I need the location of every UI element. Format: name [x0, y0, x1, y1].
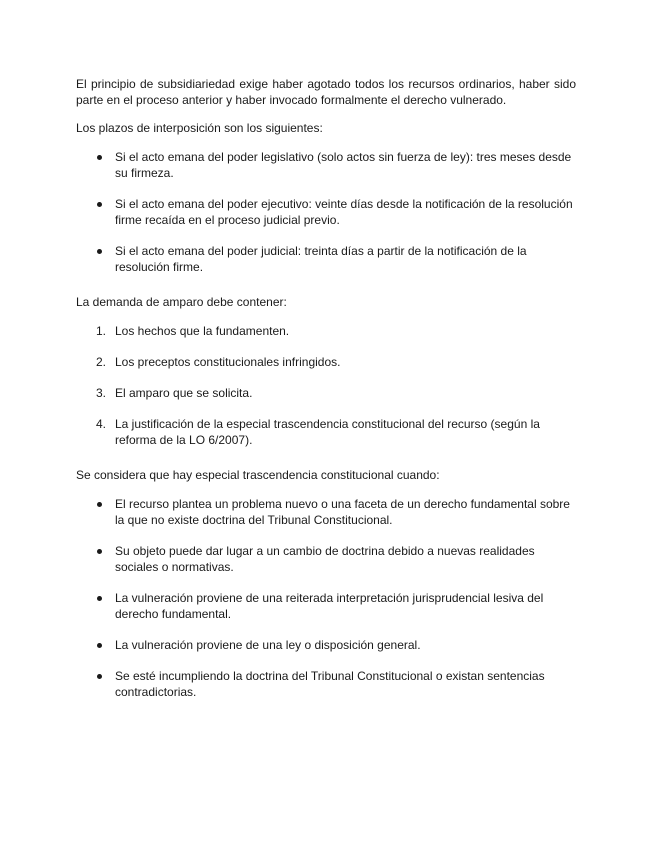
- trascendencia-list: [76, 496, 576, 700]
- list-item-text: El amparo que se solicita.: [115, 386, 253, 400]
- bullet-icon: [97, 596, 102, 601]
- bullet-icon: [97, 202, 102, 207]
- list-item: [76, 637, 576, 653]
- list-item: [76, 668, 576, 700]
- list-item-text: La vulneración proviene de una reiterada interpretación jurisprudencial lesiva del derecho fundamental.: [115, 591, 544, 621]
- list-item: [76, 496, 576, 528]
- list-number: 3.: [96, 386, 107, 400]
- bullet-icon: [97, 502, 102, 507]
- list-item-text: El recurso plantea un problema nuevo o una faceta de un derecho fundamental sobre la que no existe doctrina del Tribunal Constitucional.: [115, 497, 570, 527]
- bullet-icon: [97, 549, 102, 554]
- list-number: 1.: [96, 324, 107, 338]
- list-item-text: La justificación de la especial trascendencia constitucional del recurso (según la reforma de la LO 6/2007).: [115, 417, 540, 447]
- list-item-text: Su objeto puede dar lugar a un cambio de doctrina debido a nuevas realidades sociales o normativas.: [115, 544, 535, 574]
- trascendencia-heading: Se considera que hay especial trascendencia constitucional cuando:: [76, 468, 440, 482]
- bullet-icon: [97, 249, 102, 254]
- list-item-text: Se esté incumpliendo la doctrina del Tribunal Constitucional o existan sentencias contradictorias.: [115, 669, 545, 699]
- list-item-text: Los preceptos constitucionales infringidos.: [115, 355, 341, 369]
- list-item-text: La vulneración proviene de una ley o disposición general.: [115, 638, 421, 652]
- list-number: 4.: [96, 417, 107, 431]
- list-item: [76, 543, 576, 575]
- demanda-list: [76, 323, 576, 448]
- list-item-text: Si el acto emana del poder judicial: treinta días a partir de la notificación de la resolución firme.: [115, 244, 527, 274]
- list-item: [76, 323, 576, 339]
- list-item-text: Los hechos que la fundamenten.: [115, 324, 290, 338]
- bullet-icon: [97, 674, 102, 679]
- list-item-text: Si el acto emana del poder ejecutivo: veinte días desde la notificación de la resolución firme recaída en el proceso judicial previo.: [115, 197, 573, 227]
- list-item-text: Si el acto emana del poder legislativo (solo actos sin fuerza de ley): tres meses desde su firmeza.: [115, 150, 572, 180]
- list-item: [76, 416, 576, 448]
- list-item: [76, 354, 576, 370]
- document-page: [76, 76, 576, 715]
- plazos-heading: Los plazos de interposición son los siguientes:: [76, 121, 323, 135]
- list-item: [76, 243, 576, 275]
- bullet-icon: [97, 155, 102, 160]
- plazos-list: [76, 149, 576, 275]
- list-item: [76, 590, 576, 622]
- list-number: 2.: [96, 355, 107, 369]
- list-item: [76, 196, 576, 228]
- bullet-icon: [97, 643, 102, 648]
- intro-paragraph: El principio de subsidiariedad exige haber agotado todos los recursos ordinarios, haber sido parte en el proceso anterior y haber invocado formalmente el derecho vulnerado.: [76, 77, 576, 107]
- list-item: [76, 385, 576, 401]
- demanda-heading: La demanda de amparo debe contener:: [76, 295, 287, 309]
- list-item: [76, 149, 576, 181]
